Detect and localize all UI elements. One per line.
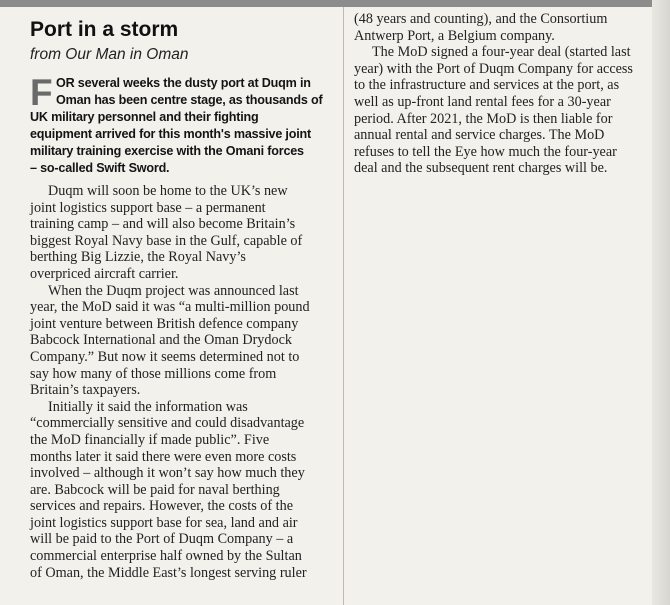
column-divider [343, 7, 344, 605]
drop-cap: F [30, 72, 53, 113]
text-line: berthing Big Lizzie, the Royal Navy’s [30, 249, 246, 266]
text-line: deal and the subsequent rent charges will be. [354, 160, 608, 177]
top-rule [0, 0, 670, 7]
text-line: Britain’s taxpayers. [30, 382, 141, 399]
text-line: joint venture between British defence company [30, 315, 299, 332]
left-column [30, 17, 332, 581]
paragraph [354, 11, 648, 44]
text-line: are. Babcock will be paid for naval berthing [30, 481, 280, 498]
text-line: Company.” But now it seems determined not to [30, 348, 300, 365]
article-byline: from Our Man in Oman [30, 46, 189, 63]
text-line: year, the MoD said it was “a multi-million pound [30, 299, 310, 316]
text-line: well as up-front land rental fees for a 30-year [354, 93, 611, 110]
lede-line: Oman has been centre stage, as thousands of [56, 93, 323, 107]
left-body [30, 183, 332, 581]
text-line: of Oman, the Middle East’s longest serving ruler [30, 564, 307, 581]
text-line: “commercially sensitive and could disadvantage [30, 415, 305, 432]
text-line: will be paid to the Port of Duqm Company – a [30, 531, 294, 548]
right-column [354, 11, 648, 177]
lede-line: UK military personnel and their fighting [30, 110, 259, 124]
text-line: The MoD signed a four-year deal (started last [372, 44, 631, 61]
text-line: Babcock International and the Oman Drydock [30, 332, 292, 349]
text-line: (48 years and counting), and the Consortium [354, 11, 608, 27]
text-line: involved – although it won’t say how much they [30, 465, 305, 482]
lede-line: OR several weeks the dusty port at Duqm in [56, 76, 311, 90]
text-line: joint logistics support base for sea, land and air [30, 514, 298, 531]
article-headline: Port in a storm [30, 18, 179, 41]
text-line: overpriced aircraft carrier. [30, 265, 179, 282]
text-line: When the Duqm project was announced last [48, 282, 299, 299]
text-line: Duqm will soon be home to the UK’s new [48, 183, 288, 199]
text-line: months later it said there were even more costs [30, 448, 297, 465]
text-line: to the infrastructure and services at the port, as [354, 77, 620, 94]
text-line: period. After 2021, the MoD is then liable for [354, 110, 613, 127]
text-line: biggest Royal Navy base in the Gulf, capable of [30, 232, 303, 249]
text-line: year) with the Port of Duqm Company for access [354, 60, 633, 77]
paragraph [354, 44, 648, 177]
paragraph [30, 283, 332, 399]
text-line: the MoD financially if made public”. Five [30, 431, 270, 448]
text-line: say how many of those millions come from [30, 365, 277, 382]
text-line: services and repairs. However, the costs of the [30, 498, 293, 515]
text-line: Initially it said the information was [48, 398, 248, 415]
text-line: joint logistics support base – a permanent [30, 199, 266, 216]
lede-line: – so-called Swift Sword. [30, 161, 170, 175]
text-line: Antwerp Port, a Belgium company. [354, 27, 555, 44]
text-line: commercial enterprise half owned by the Sultan [30, 548, 302, 565]
text-line: annual rental and service charges. The MoD [354, 127, 605, 144]
text-line: refuses to tell the Eye how much the four-year [354, 143, 617, 160]
lede-line: military training exercise with the Omani forces [30, 144, 304, 158]
right-body [354, 11, 648, 177]
lede-line: equipment arrived for this month's massive joint [30, 127, 312, 141]
text-line: training camp – and will also become Britain’s [30, 216, 296, 233]
paragraph [30, 399, 332, 582]
paragraph [30, 183, 332, 283]
article-lede [30, 72, 332, 177]
page-edge [652, 0, 670, 605]
